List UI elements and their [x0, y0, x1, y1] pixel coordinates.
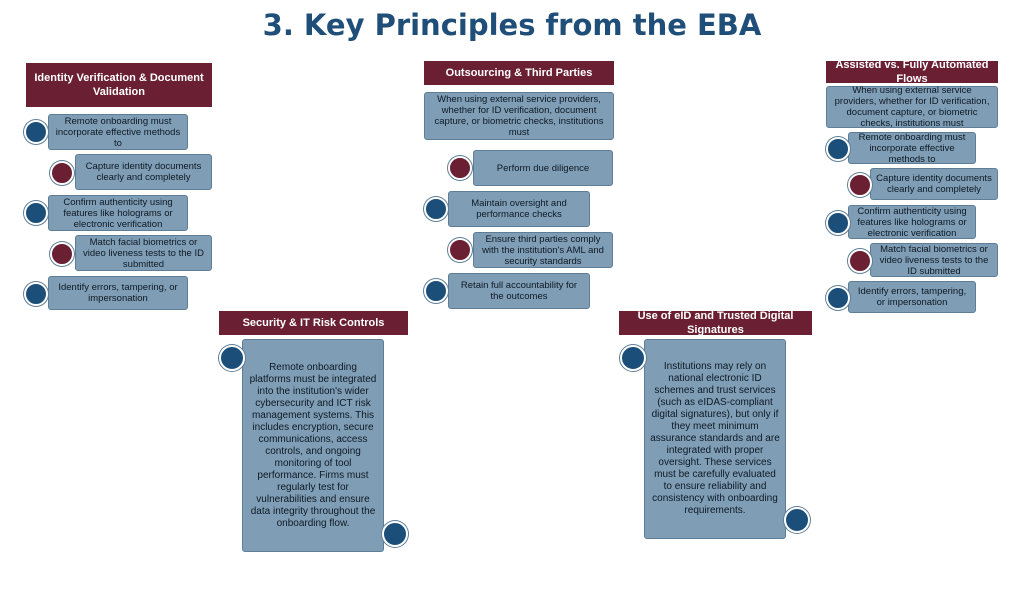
bullet-dot	[448, 238, 472, 262]
identity-item-3	[48, 195, 188, 231]
bullet-dot	[24, 120, 48, 144]
bullet-dot	[424, 197, 448, 221]
bullet-dot	[382, 521, 408, 547]
outsourcing-item-1	[473, 150, 613, 186]
security-header-text: Security & IT Risk Controls	[242, 317, 385, 329]
assisted-item-1	[848, 132, 976, 164]
bullet-dot	[219, 345, 245, 371]
bullet-dot	[24, 201, 48, 225]
identity-header	[26, 63, 212, 107]
outsourcing-item-4	[448, 273, 590, 309]
assisted-item-4-text: Match facial biometrics or video liveness tests to the ID submitted	[879, 243, 989, 277]
outsourcing-item-4-text: Retain full accountability for the outcomes	[460, 280, 578, 302]
bullet-dot	[424, 279, 448, 303]
identity-item-1-text: Remote onboarding must incorporate effective methods to	[55, 115, 181, 149]
bullet-dot	[848, 249, 872, 273]
identity-item-2	[75, 154, 212, 190]
outsourcing-intro	[424, 92, 614, 140]
assisted-item-2	[870, 168, 998, 200]
page-title: 3. Key Principles from the EBA	[262, 8, 762, 42]
bullet-dot	[620, 345, 646, 371]
outsourcing-item-2	[448, 191, 590, 227]
identity-item-1	[48, 114, 188, 150]
security-body	[242, 339, 384, 552]
outsourcing-header-text: Outsourcing & Third Parties	[445, 67, 593, 79]
outsourcing-item-1-text: Perform due diligence	[496, 162, 590, 174]
bullet-dot	[848, 173, 872, 197]
eid-header	[619, 311, 812, 335]
identity-item-2-text: Capture identity documents clearly and completely	[85, 161, 202, 183]
bullet-dot	[826, 286, 850, 310]
outsourcing-item-3	[473, 232, 613, 268]
bullet-dot	[448, 156, 472, 180]
assisted-item-2-text: Capture identity documents clearly and completely	[876, 173, 992, 195]
assisted-item-1-text: Remote onboarding must incorporate effective methods to	[858, 131, 966, 165]
outsourcing-intro-text: When using external service providers, whether for ID verification, document capture, or biometric checks, institutions must	[434, 94, 604, 138]
bullet-dot	[50, 161, 74, 185]
bullet-dot	[784, 507, 810, 533]
security-header	[219, 311, 408, 335]
identity-header-text: Identity Verification & Document Validation	[34, 72, 204, 98]
identity-item-3-text: Confirm authenticity using features like holograms or electronic verification	[63, 196, 173, 230]
identity-item-4	[75, 235, 212, 271]
security-body-text: Remote onboarding platforms must be integrated into the institution's wider cybersecurity and ICT risk management systems. This includes encryption, secure communications, access controls, and ongoing monitoring of tool performance. Firms must regularly test for vulnerabilities and ensure data integrity throughout the onboarding flow.	[249, 361, 377, 529]
eid-body-text: Institutions may rely on national electronic ID schemes and trust services (such as eIDAS-compliant digital signatures), but only if they meet minimum assurance standards and are integrated with proper oversight. These services must be carefully evaluated to ensure reliability and consistency with onboarding requirements.	[650, 361, 780, 516]
bullet-dot	[24, 282, 48, 306]
bullet-dot	[826, 137, 850, 161]
assisted-item-3-text: Confirm authenticity using features like holograms or electronic verification	[857, 205, 967, 239]
eid-header-text: Use of eID and Trusted Digital Signatures	[637, 310, 794, 336]
assisted-header-text: Assisted vs. Fully Automated Flows	[835, 59, 989, 85]
assisted-intro-text: When using external service providers, whether for ID verification, document capture, or biometric checks, institutions must	[834, 85, 990, 129]
identity-item-4-text: Match facial biometrics or video liveness tests to the ID submitted	[83, 236, 204, 270]
identity-item-5-text: Identify errors, tampering, or impersonation	[58, 282, 178, 304]
assisted-item-5-text: Identify errors, tampering, or impersonation	[857, 286, 967, 308]
bullet-dot	[826, 211, 850, 235]
assisted-item-5	[848, 281, 976, 313]
outsourcing-item-3-text: Ensure third parties comply with the institution's AML and security standards	[482, 233, 604, 267]
assisted-intro	[826, 86, 998, 128]
outsourcing-header	[424, 61, 614, 85]
eid-body	[644, 339, 786, 539]
outsourcing-item-2-text: Maintain oversight and performance checks	[471, 198, 567, 220]
identity-item-5	[48, 276, 188, 310]
bullet-dot	[50, 242, 74, 266]
assisted-item-4	[870, 243, 998, 277]
assisted-header	[826, 61, 998, 83]
assisted-item-3	[848, 205, 976, 239]
